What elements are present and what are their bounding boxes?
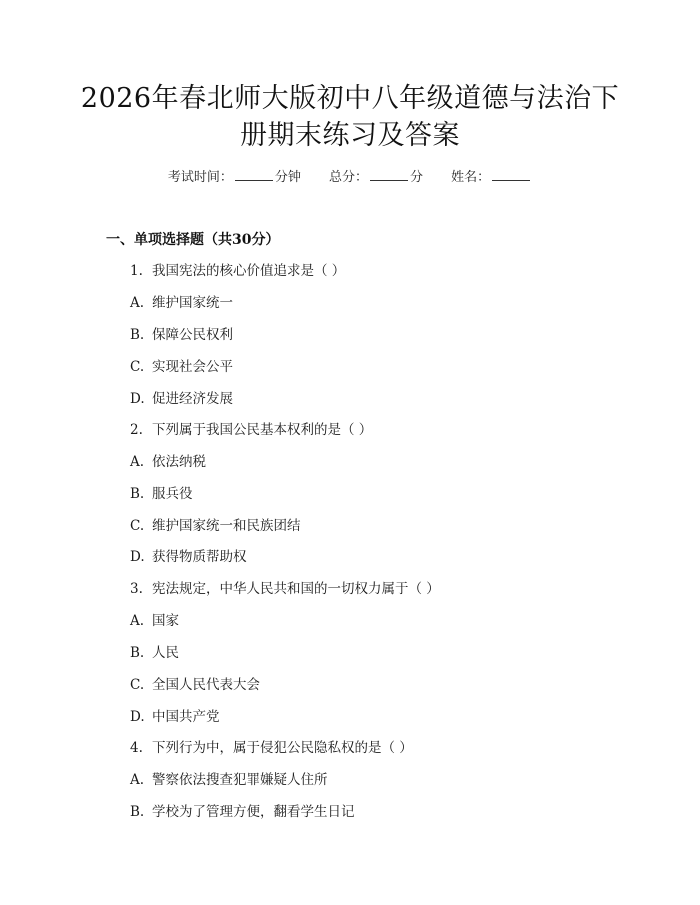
item-text: 我国宪法的核心价值追求是（ ） [152, 263, 346, 279]
option-2b [130, 483, 193, 505]
item-number: 4. [130, 740, 143, 756]
total-score-label: 总分： [328, 170, 368, 185]
option-1a [130, 292, 233, 314]
option-1c [130, 356, 233, 378]
item-text: 中国共产党 [152, 709, 220, 725]
item-number: C. [130, 677, 145, 693]
question-1 [130, 260, 345, 282]
item-number: A. [130, 613, 145, 629]
item-number: C. [130, 518, 145, 534]
total-score-field [329, 168, 423, 188]
option-3a [130, 610, 179, 632]
section-heading: 一、单项选择题（共30分） [106, 232, 280, 248]
option-2a [130, 451, 206, 473]
item-text: 下列属于我国公民基本权利的是（ ） [152, 422, 373, 438]
item-text: 促进经济发展 [152, 391, 233, 407]
name-label: 姓名： [451, 170, 491, 185]
exam-info-row [0, 168, 700, 188]
option-4a [130, 769, 328, 791]
item-number: A. [130, 295, 145, 311]
option-3c [130, 674, 260, 696]
item-number: B. [130, 804, 145, 820]
item-text: 服兵役 [152, 486, 193, 502]
item-text: 维护国家统一 [152, 295, 233, 311]
option-1d [130, 388, 233, 410]
item-number: 3. [130, 581, 143, 597]
option-1b [130, 324, 233, 346]
item-text: 维护国家统一和民族团结 [152, 518, 301, 534]
item-text: 国家 [152, 613, 179, 629]
item-text: 获得物质帮助权 [152, 549, 247, 565]
item-number: B. [130, 486, 145, 502]
item-text: 实现社会公平 [152, 359, 233, 375]
item-number: D. [130, 391, 145, 407]
item-number: B. [130, 645, 145, 661]
question-3 [130, 578, 440, 600]
item-number: 2. [130, 422, 143, 438]
item-number: D. [130, 549, 145, 565]
item-text: 依法纳税 [152, 454, 206, 470]
option-2d [130, 546, 247, 568]
question-2 [130, 419, 372, 441]
option-4b [130, 801, 355, 823]
exam-time-label: 考试时间： [167, 170, 233, 185]
question-4 [130, 737, 413, 759]
option-3d [130, 706, 220, 728]
item-text: 下列行为中，属于侵犯公民隐私权的是（ ） [152, 740, 413, 756]
option-3b [130, 642, 179, 664]
item-text: 全国人民代表大会 [152, 677, 260, 693]
exam-time-blank [235, 168, 273, 181]
item-number: A. [130, 772, 145, 788]
item-text: 人民 [152, 645, 179, 661]
document-title-line-2: 册期末练习及答案 [240, 120, 460, 151]
exam-time-unit: 分钟 [274, 170, 301, 185]
item-number: C. [130, 359, 145, 375]
item-number: D. [130, 709, 145, 725]
total-score-unit: 分 [410, 170, 424, 185]
item-text: 保障公民权利 [152, 327, 233, 343]
exam-time-field [168, 168, 301, 188]
name-field [451, 168, 532, 188]
option-2c [130, 515, 301, 537]
item-text: 警察依法搜查犯罪嫌疑人住所 [152, 772, 328, 788]
item-text: 学校为了管理方便，翻看学生日记 [152, 804, 355, 820]
name-blank [492, 168, 530, 181]
item-number: A. [130, 454, 145, 470]
total-score-blank [370, 168, 408, 181]
item-number: 1. [130, 263, 143, 279]
item-number: B. [130, 327, 145, 343]
item-text: 宪法规定，中华人民共和国的一切权力属于（ ） [152, 581, 440, 597]
document-title-line-1: 2026年春北师大版初中八年级道德与法治下 [80, 83, 620, 114]
